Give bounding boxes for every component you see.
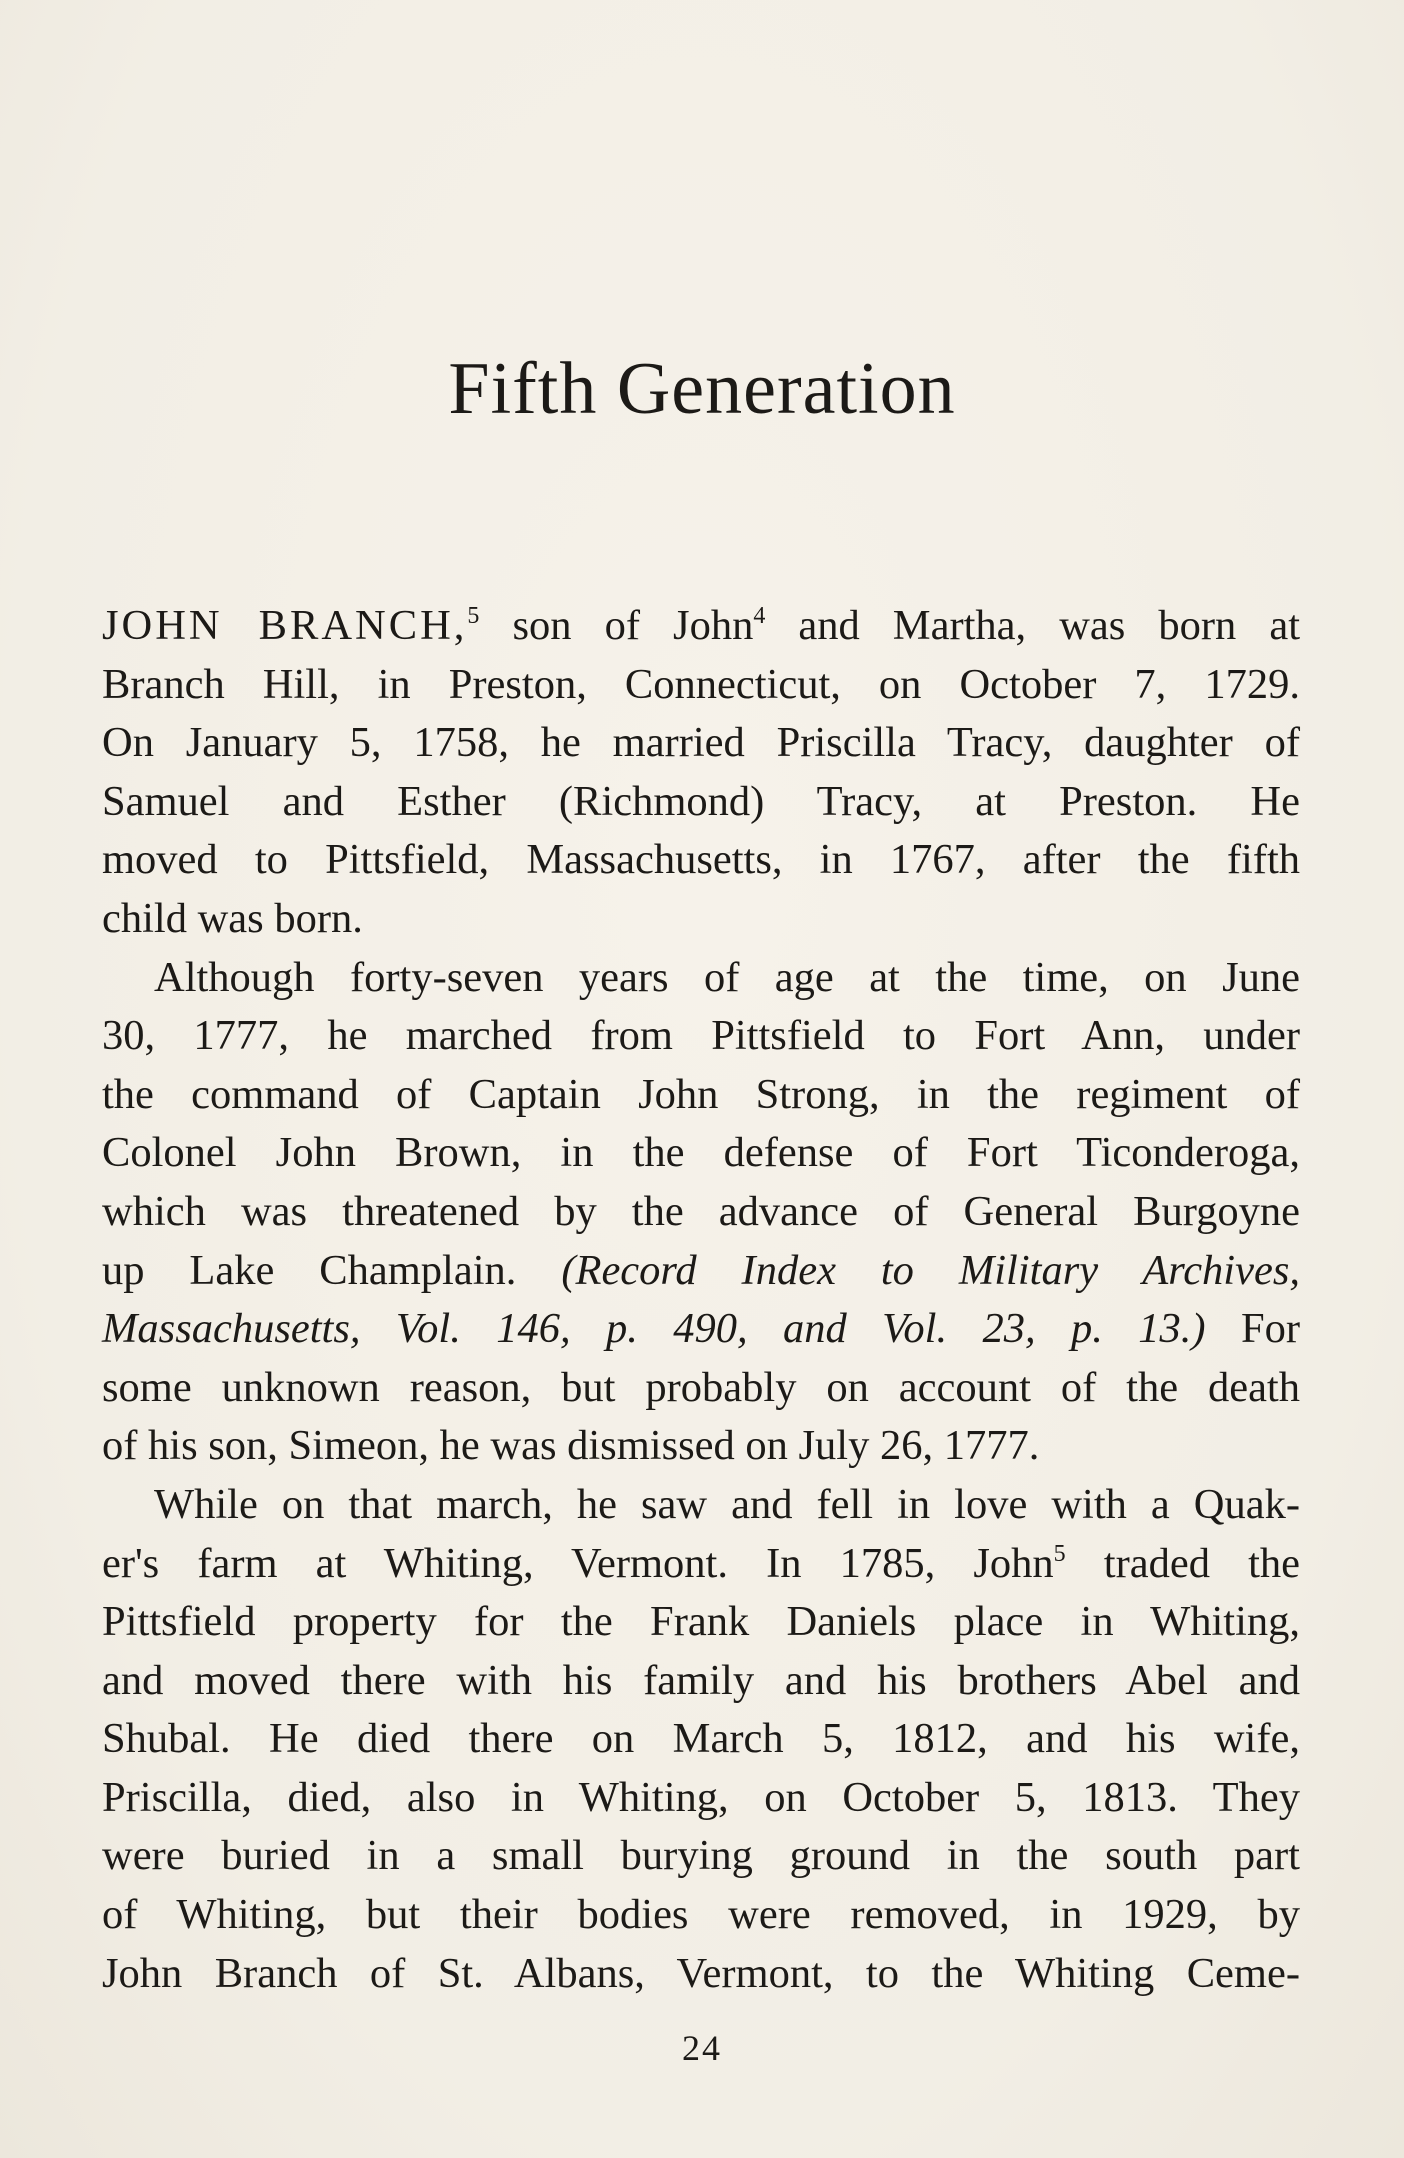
text-run: of his son, Simeon, he was dismissed on July 26, 1777. — [102, 1422, 1040, 1470]
text-line — [102, 597, 1300, 656]
body-text — [102, 597, 1300, 2003]
text-line — [102, 1242, 1300, 1301]
text-run: Colonel John Brown, in the defense of Fort Ticonderoga, — [102, 1129, 1300, 1177]
text-line — [102, 1359, 1300, 1418]
text-line — [102, 1535, 1300, 1594]
text-line — [102, 890, 1300, 949]
text-run: which was threatened by the advance of General Burgoyne — [102, 1187, 1300, 1235]
generation-superscript: 4 — [753, 603, 766, 629]
text-run: John Branch of St. Albans, Vermont, to the Whiting Ceme- — [102, 1949, 1300, 1997]
text-line — [102, 773, 1300, 832]
text-run: up Lake Champlain. — [102, 1246, 562, 1294]
text-line — [102, 1183, 1300, 1242]
text-line — [102, 1710, 1300, 1769]
text-line — [102, 1476, 1300, 1535]
text-run: Shubal. He died there on March 5, 1812, and his wife, — [102, 1715, 1300, 1763]
text-line — [102, 714, 1300, 773]
text-run: some unknown reason, but probably on account of the death — [102, 1363, 1300, 1411]
text-run: child was born. — [102, 894, 363, 942]
text-line — [102, 1945, 1300, 2004]
text-run: er's farm at Whiting, Vermont. In 1785, John — [102, 1539, 1054, 1587]
citation-text: (Record Index to Military Archives, — [561, 1246, 1301, 1294]
citation-text: Massachusetts, Vol. 146, p. 490, and Vol. 23, p. 13.) — [102, 1305, 1206, 1353]
text-line — [102, 1066, 1300, 1125]
person-name: JOHN BRANCH, — [102, 602, 468, 649]
text-run: and moved there with his family and his brothers Abel and — [102, 1656, 1300, 1704]
text-run: were buried in a small burying ground in the south part — [102, 1832, 1300, 1880]
text-run: moved to Pittsfield, Massachusetts, in 1767, after the fifth — [102, 836, 1300, 884]
text-line — [102, 1417, 1300, 1476]
text-line — [102, 1652, 1300, 1711]
text-line — [102, 949, 1300, 1008]
text-run: On January 5, 1758, he married Priscilla Tracy, daughter of — [102, 719, 1300, 767]
text-run: traded the — [1065, 1539, 1301, 1587]
text-run: Although forty-seven years of age at the time, on June — [154, 953, 1300, 1001]
text-run: For — [1205, 1305, 1300, 1353]
text-run: Pittsfield property for the Frank Daniels place in Whiting, — [102, 1598, 1300, 1646]
text-line — [102, 831, 1300, 890]
text-run: the command of Captain John Strong, in the regiment of — [102, 1070, 1300, 1118]
text-line — [102, 1300, 1300, 1359]
text-run: son of John — [479, 602, 754, 649]
text-line — [102, 1124, 1300, 1183]
text-run: Priscilla, died, also in Whiting, on October 5, 1813. They — [102, 1773, 1300, 1821]
text-line — [102, 1886, 1300, 1945]
text-run: Branch Hill, in Preston, Connecticut, on October 7, 1729. — [102, 660, 1300, 708]
text-line — [102, 656, 1300, 715]
text-line — [102, 1007, 1300, 1066]
generation-superscript: 5 — [467, 603, 480, 629]
text-run: 30, 1777, he marched from Pittsfield to Fort Ann, under — [102, 1012, 1300, 1060]
page-number: 24 — [682, 2028, 722, 2068]
text-line — [102, 1593, 1300, 1652]
chapter-heading: Fifth Generation — [448, 348, 956, 430]
generation-superscript: 5 — [1053, 1540, 1066, 1567]
text-line — [102, 1827, 1300, 1886]
text-run: and Martha, was born at — [765, 602, 1300, 649]
text-line — [102, 1769, 1300, 1828]
text-run: of Whiting, but their bodies were removed, in 1929, by — [102, 1891, 1300, 1939]
text-run: Samuel and Esther (Richmond) Tracy, at Preston. He — [102, 777, 1300, 825]
text-run: While on that march, he saw and fell in love with a Quak- — [154, 1480, 1300, 1528]
